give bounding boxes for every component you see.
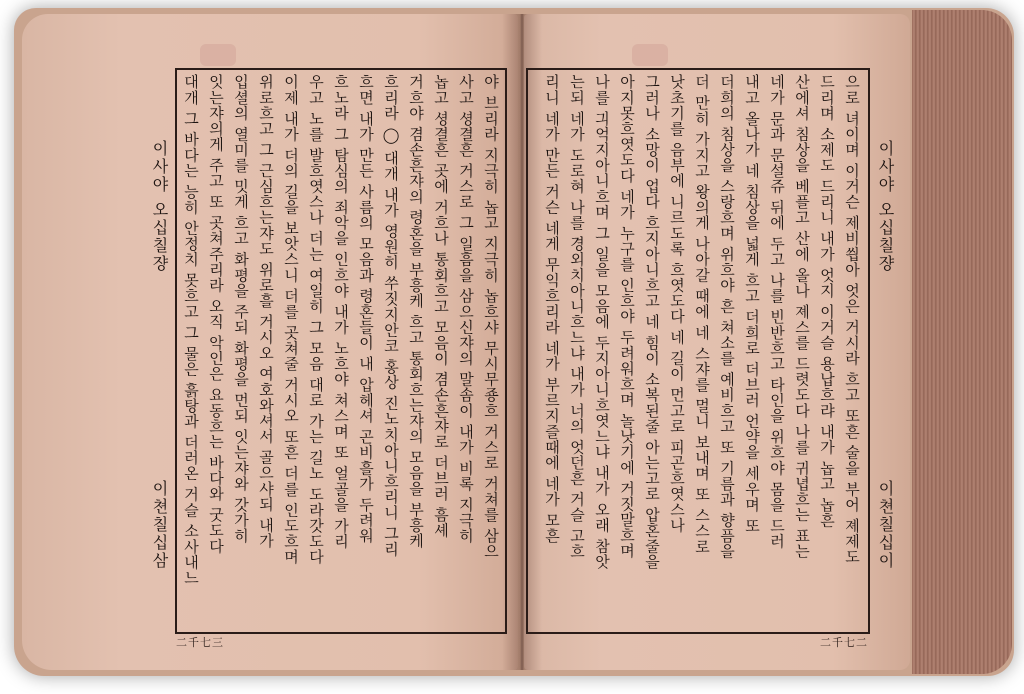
verse-column: 산에셔 침상을 베플고 산에 올나 졔스를 드렷도다 나를 귀녑흐는 표는 — [793, 74, 811, 560]
bleed-through-column — [501, 74, 521, 624]
faint-stamp — [632, 44, 668, 66]
verse-column: 우고 노를 발흐엿스나 더는 여일히 그 모음 대로 가는 길노 도라갓도다 — [307, 74, 325, 565]
verse-column: 나를 긔억지아니흐며 그 일을 모음에 두지아니흐엿느냐 내가 오래 참앗 — [593, 74, 611, 570]
faint-stamp — [200, 44, 236, 66]
verse-column: 리니 네가 만든 거슨 네게 무익흐리라 네가 부르지즐때에 네가 모흔 — [543, 74, 561, 544]
left-text-frame — [175, 68, 507, 634]
verse-column: 는되 네가 도로혀 나를 경외치아니흐느냐 내가 너의 엇던흔 거슬 고흐 — [568, 74, 586, 560]
verse-column: 흐면 내가 만든 사름의 모음과 령혼들이 내 압헤셔 곤비흘가 두려워 — [357, 74, 375, 544]
verse-column: 아지못흐엿도다 네가 누구를 인흐야 두려워흐며 놀낫기에 거짓말흐며 — [618, 74, 636, 559]
verse-column: 네가 문과 문설쥬 뒤에 두고 나를 빈반흐고 타인을 위흐야 몸을 드러 — [768, 74, 786, 549]
verse-column: 더희의 침상을 스랑흐며 위흐야 흔 쳐소를 예비흐고 또 기름과 향픔을 — [718, 74, 736, 560]
verse-column: 거흐야 겸손흔쟈의 령혼을 부흥케 흐고 통회흐는쟈의 모음을 부흥케 — [407, 74, 425, 549]
verse-column: 드리며 소제도 드리니 내가 엇지 이거슬 용납흐랴 내가 놉고 놉흔 — [818, 74, 836, 528]
verse-column: 이제 내가 더의 길을 보앗스니 더를 곳쳐줄 거시오 또흔 더를 인도흐며 — [282, 74, 300, 565]
verse-column: 으로 녀이며 이거슨 제비씝아 엇은 거시라 흐고 또흔 술을 부어 졔제도 — [843, 74, 861, 565]
verse-column: 놉고 셩결흔 곳에 거흐나 통회흐고 모음이 겸손흔쟈로 더브러 흠셰 — [432, 74, 450, 539]
verse-column: 입셜의 열미를 밋게 흐고 화평을 주되 화평을 먼되 잇는쟈와 갓가히 — [232, 74, 250, 544]
page-edges — [912, 10, 1012, 674]
left-page-number: 二千七三 — [176, 636, 224, 649]
right-text-frame — [526, 68, 870, 634]
verse-column: 사고 셩결흔 거스로 그 일흠을 삼으신쟈의 말솜이 내가 비록 지극히 — [457, 74, 475, 544]
right-page-number: 二千七二 — [820, 636, 868, 649]
left-side-title: 이사야 오십칠쟝 — [150, 140, 169, 274]
verse-column: 흐리라 ◯ 대개 내가 영원히 쑤짓지안코 홍상 진노치아니흐리니 그리 — [382, 74, 400, 557]
verse-column: 흐노라 그 탐심의 죄악을 인흐야 내가 노흐야 쳐스며 또 얼골을 가리 — [332, 74, 350, 549]
verse-column: 잇는쟈의게 주고 또 곳쳐주리라 오직 악인은 요동흐는 바다와 굿도다 — [207, 74, 225, 554]
verse-column: 위로흐고 그 근심흐는쟈도 위로흘 거시오 여호와셔서 골으샤되 내가 — [257, 74, 275, 549]
verse-column: 낫초기를 음부에 니르도록 흐엿도다 네 길이 먼고로 피곤흐엿스나 — [668, 74, 686, 533]
right-side-chapter: 이쳔칠십이 — [876, 480, 895, 570]
verse-column: 대개 그 바다는 능히 안정치 못흐고 그 물은 흙탕과 더러온 거슬 소사내느 — [182, 74, 200, 586]
verse-column: 그러나 소망이 업다 흐지아니흐고 네 힘이 소복된줄 아는고로 압혼줄을 — [643, 74, 661, 570]
verse-column: 야 브리라 지극히 놉고 지극히 놉흐샤 무시무죵흐 거스로 거쳐를 삼으 — [482, 74, 500, 560]
verse-column: 내고 올나가 네 침상을 넓게 흐고 더희로 더브러 언약을 세우며 또 — [743, 74, 761, 534]
verse-column: 더 만히 가지고 왕의게 나아갈 때에 네 스쟈를 멀니 보내며 또 스스로 — [693, 74, 711, 555]
left-side-chapter: 이쳔칠십삼 — [150, 480, 169, 570]
right-side-title: 이사야 오십칠쟝 — [876, 140, 895, 274]
